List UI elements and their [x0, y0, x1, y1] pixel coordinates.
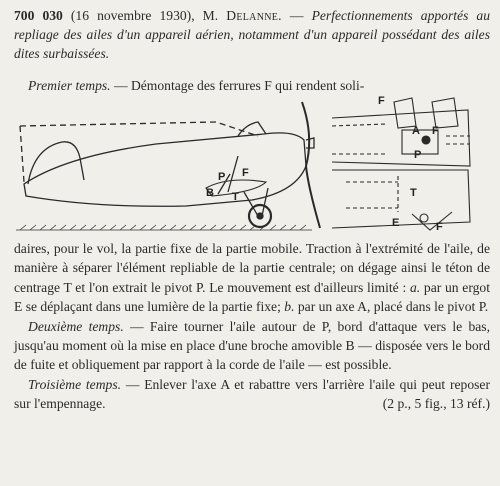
- item-a-label: a.: [409, 279, 421, 295]
- hinge-detail-bottom: [332, 170, 470, 230]
- second-step-label: Deuxième temps.: [28, 318, 124, 334]
- detail-label-f-top: F: [378, 96, 385, 107]
- patent-figure: [6, 96, 492, 234]
- detail-label-a: A: [412, 125, 420, 137]
- first-step-text-end: daires, pour le vol, la partie fixe de la partie mobile. Traction à l'extrémité de l'aile, de manière à séparer l'élément repliable de la partie centrale; on dégage ainsi le téton de centrage T et l'on extrait le pivot P. Le mouvement est d'ailleurs limité :: [14, 241, 490, 295]
- patent-number: 700 030: [14, 8, 63, 23]
- wheel-hub: [257, 213, 263, 219]
- third-step-text: — Enlever l'axe A et rabattre vers l'arrière l'aile qui peut reposer sur l'empennage.: [14, 376, 490, 412]
- patent-date: (16 novembre 1930),: [70, 8, 195, 23]
- third-step-label: Troisième temps.: [28, 376, 122, 392]
- header-dash: —: [289, 8, 304, 23]
- patent-header: [14, 6, 490, 63]
- landing-gear: [244, 188, 268, 216]
- aircraft-label-t: T: [232, 191, 239, 203]
- item-a-text: par un ergot E se déplaçant dans une lumière de la partie fixe;: [14, 279, 490, 315]
- tail-fin: [28, 142, 84, 184]
- item-b-label: b.: [284, 299, 295, 315]
- fuselage: [24, 133, 306, 206]
- reference-note: (2 p., 5 fig., 13 réf.): [382, 396, 490, 412]
- author-prefix: M.: [202, 8, 219, 23]
- aircraft-side-view: [20, 102, 320, 228]
- detail-label-t: T: [410, 187, 417, 199]
- propeller: [302, 102, 320, 228]
- hinge-detail-top: [332, 98, 470, 166]
- ground-hatching: [16, 225, 312, 230]
- author-name: Delanne.: [226, 8, 282, 23]
- aircraft-label-b: B: [206, 187, 214, 199]
- folded-wing-outline: [20, 122, 258, 136]
- aircraft-label-p: P: [218, 171, 226, 183]
- patent-title: Perfectionnements apportés au repliage des ailes d'un appareil aérien, notamment d'un appareil possédant des ailes dites surbaissées.: [14, 8, 491, 61]
- first-step-label: Premier temps.: [28, 78, 111, 93]
- detail-label-e: E: [392, 217, 400, 229]
- first-step-intro: [14, 76, 490, 95]
- second-step: [14, 317, 490, 375]
- item-b-text: par un axe A, placé dans le pivot P.: [297, 299, 489, 315]
- second-step-text: — Faire tourner l'aile autour de P, bord d'attaque vers le bas, jusqu'au moment où la mise en place d'une broche amovible B — disposée vers le bord de fuite et obliquement par rapport à la corde de l'aile — est possible.: [14, 318, 490, 373]
- patent-body: [14, 239, 490, 414]
- aircraft-label-f: F: [242, 167, 249, 179]
- first-step-continued: [14, 239, 490, 317]
- detail-label-p: P: [414, 149, 422, 161]
- detail-label-f-bottom: F: [436, 221, 443, 233]
- first-step-text-start: — Démontage des ferrures F qui rendent soli-: [113, 78, 365, 93]
- third-step: [14, 375, 490, 414]
- detail-label-f-mid: F: [432, 125, 439, 137]
